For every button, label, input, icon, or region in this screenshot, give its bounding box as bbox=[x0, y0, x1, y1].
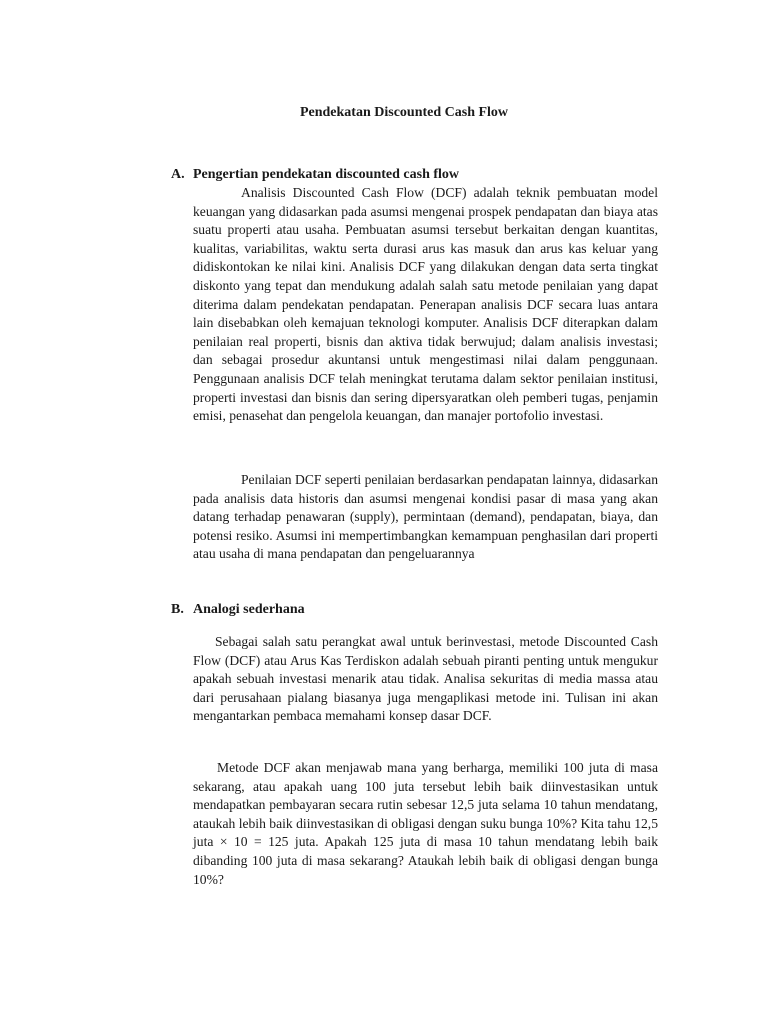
section-b-paragraph-2: Metode DCF akan menjawab mana yang berharga, memiliki 100 juta di masa sekarang, atau apakah uang 100 juta tersebut lebih baik diinvestasikan untuk mendapatkan pembayaran secara rutin sebesar 12,5 juta selama 10 tahun mendatang, ataukah lebih baik diinvestasikan di obligasi dengan suku bunga 10%? Kita tahu 12,5 juta × 10 = 125 juta. Apakah 125 juta di masa 10 tahun mendatang lebih baik dibanding 100 juta di masa sekarang? Ataukah lebih baik di obligasi dengan bunga 10%? bbox=[193, 760, 658, 887]
section-a-paragraph-2: Penilaian DCF seperti penilaian berdasarkan pendapatan lainnya, didasarkan pada analisis data historis dan asumsi mengenai kondisi pasar di masa yang akan datang terhadap penawaran (supply), permintaan (demand), pendapatan, biaya, dan potensi resiko. Asumsi ini mempertimbangkan kemampuan penghasilan dari properti atau usaha di mana pendapatan dan pengeluarannya bbox=[193, 472, 658, 562]
section-a-title: Pengertian pendekatan discounted cash flow bbox=[193, 167, 460, 182]
section-b-heading bbox=[171, 600, 305, 619]
section-a-paragraph-1: Analisis Discounted Cash Flow (DCF) adalah teknik pembuatan model keuangan yang didasarkan pada asumsi mengenai prospek pendapatan dan biaya atas suatu properti atau usaha. Pembuatan asumsi tersebut berkaitan dengan kuantitas, kualitas, variabilitas, waktu serta durasi arus kas masuk dan arus kas keluar yang didiskontokan ke nilai kini. Analisis DCF yang dilakukan dengan data serta tingkat diskonto yang tepat dan mendukung adalah salah satu metode penilaian yang dapat diterima dalam pendekatan pendapatan. Penerapan analisis DCF secara luas antara lain disebabkan oleh kemajuan teknologi komputer. Analisis DCF diterapkan dalam penilaian real properti, bisnis dan aktiva tidak berwujud; dalam analisis investasi; dan sebagai prosedur akuntansi untuk mengestimasi nilai dalam penggunaan. Penggunaan analisis DCF telah meningkat terutama dalam sektor penilaian institusi, properti investasi dan bisnis dan sering dipersyaratkan oleh pemberi tugas, penjamin emisi, penasehat dan pengelola keuangan, dan manajer portofolio investasi. bbox=[193, 185, 658, 424]
section-b-letter: B. bbox=[171, 602, 184, 617]
section-a-heading bbox=[171, 165, 459, 184]
section-b-paragraph-1: Sebagai salah satu perangkat awal untuk berinvestasi, metode Discounted Cash Flow (DCF) atau Arus Kas Terdiskon adalah sebuah piranti penting untuk mengukur apakah sebuah investasi menarik atau tidak. Analisa sekuritas di media massa atau dari perusahaan pialang biasanya juga mengaplikasi metode ini. Tulisan ini akan mengantarkan pembaca memahami konsep dasar DCF. bbox=[193, 634, 658, 724]
document-title: Pendekatan Discounted Cash Flow bbox=[299, 105, 509, 120]
section-b-title: Analogi sederhana bbox=[193, 602, 305, 617]
section-a-letter: A. bbox=[171, 167, 185, 182]
